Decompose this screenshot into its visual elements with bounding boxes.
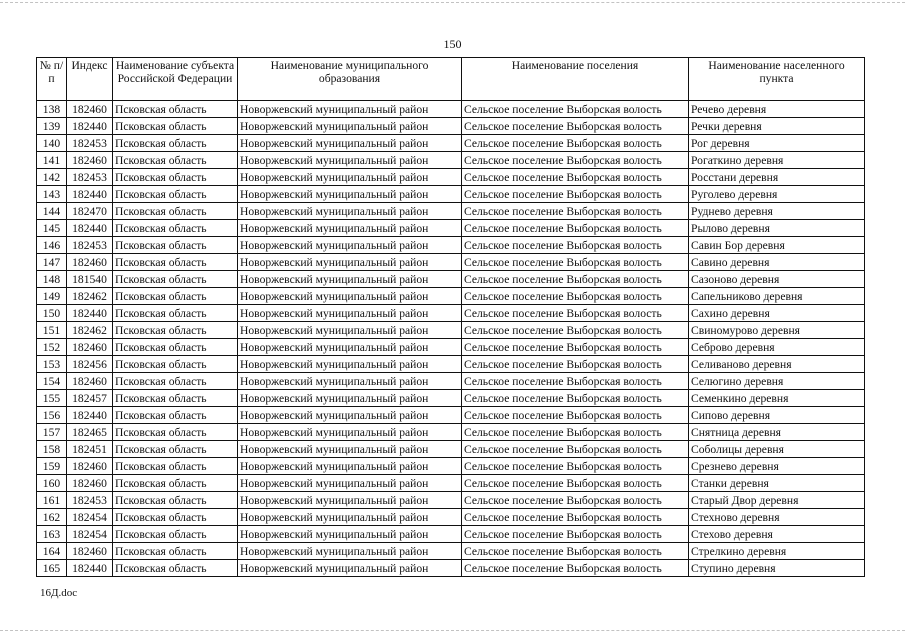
settlement-cell: Сельское поселение Выборская волость — [462, 441, 689, 458]
row-number-cell: 163 — [37, 526, 67, 543]
federal-subject-cell: Псковская область — [113, 288, 238, 305]
federal-subject-cell: Псковская область — [113, 424, 238, 441]
settlement-cell: Сельское поселение Выборская волость — [462, 390, 689, 407]
row-number-cell: 150 — [37, 305, 67, 322]
footer-filename: 16Д.doc — [40, 587, 78, 599]
table-row — [37, 152, 865, 169]
table-row — [37, 373, 865, 390]
municipality-cell: Новоржевский муниципальный район — [238, 135, 462, 152]
table-row — [37, 101, 865, 118]
table-row — [37, 118, 865, 135]
federal-subject-cell: Псковская область — [113, 169, 238, 186]
settlement-cell: Сельское поселение Выборская волость — [462, 271, 689, 288]
municipality-cell: Новоржевский муниципальный район — [238, 254, 462, 271]
scan-edge-top — [0, 2, 905, 6]
table-row — [37, 560, 865, 577]
header-postal-index: Индекс — [67, 58, 113, 101]
table-row — [37, 407, 865, 424]
federal-subject-cell: Псковская область — [113, 186, 238, 203]
row-number-cell: 154 — [37, 373, 67, 390]
header-federal-subject: Наименование субъекта Российской Федерации — [113, 58, 238, 101]
federal-subject-cell: Псковская область — [113, 441, 238, 458]
header-locality: Наименование населенного пункта — [689, 58, 865, 101]
postal-index-cell: 182460 — [67, 339, 113, 356]
federal-subject-cell: Псковская область — [113, 220, 238, 237]
postal-index-cell: 182460 — [67, 254, 113, 271]
settlement-cell: Сельское поселение Выборская волость — [462, 322, 689, 339]
municipality-cell: Новоржевский муниципальный район — [238, 509, 462, 526]
settlement-cell: Сельское поселение Выборская волость — [462, 254, 689, 271]
postal-index-cell: 182453 — [67, 492, 113, 509]
row-number-cell: 157 — [37, 424, 67, 441]
municipality-cell: Новоржевский муниципальный район — [238, 220, 462, 237]
header-settlement: Наименование поселения — [462, 58, 689, 101]
postal-index-cell: 182440 — [67, 560, 113, 577]
postal-index-cell: 182454 — [67, 509, 113, 526]
locality-cell: Руднево деревня — [689, 203, 865, 220]
federal-subject-cell: Псковская область — [113, 390, 238, 407]
settlement-cell: Сельское поселение Выборская волость — [462, 407, 689, 424]
table-row — [37, 305, 865, 322]
municipality-cell: Новоржевский муниципальный район — [238, 203, 462, 220]
municipality-cell: Новоржевский муниципальный район — [238, 271, 462, 288]
municipality-cell: Новоржевский муниципальный район — [238, 560, 462, 577]
table-row — [37, 509, 865, 526]
table-row — [37, 135, 865, 152]
federal-subject-cell: Псковская область — [113, 475, 238, 492]
federal-subject-cell: Псковская область — [113, 560, 238, 577]
federal-subject-cell: Псковская область — [113, 458, 238, 475]
postal-index-cell: 182465 — [67, 424, 113, 441]
locality-cell: Соболицы деревня — [689, 441, 865, 458]
federal-subject-cell: Псковская область — [113, 101, 238, 118]
municipality-cell: Новоржевский муниципальный район — [238, 441, 462, 458]
row-number-cell: 148 — [37, 271, 67, 288]
row-number-cell: 153 — [37, 356, 67, 373]
locality-cell: Речки деревня — [689, 118, 865, 135]
postal-index-cell: 182451 — [67, 441, 113, 458]
postal-index-cell: 182453 — [67, 237, 113, 254]
locality-cell: Росстани деревня — [689, 169, 865, 186]
settlement-cell: Сельское поселение Выборская волость — [462, 543, 689, 560]
row-number-cell: 156 — [37, 407, 67, 424]
postal-index-cell: 182460 — [67, 543, 113, 560]
row-number-cell: 160 — [37, 475, 67, 492]
postal-index-cell: 182460 — [67, 101, 113, 118]
postal-index-cell: 182470 — [67, 203, 113, 220]
row-number-cell: 142 — [37, 169, 67, 186]
row-number-cell: 139 — [37, 118, 67, 135]
row-number-cell: 146 — [37, 237, 67, 254]
settlement-cell: Сельское поселение Выборская волость — [462, 152, 689, 169]
municipality-cell: Новоржевский муниципальный район — [238, 101, 462, 118]
federal-subject-cell: Псковская область — [113, 526, 238, 543]
row-number-cell: 155 — [37, 390, 67, 407]
municipality-cell: Новоржевский муниципальный район — [238, 543, 462, 560]
row-number-cell: 152 — [37, 339, 67, 356]
locality-cell: Сахино деревня — [689, 305, 865, 322]
table-row — [37, 458, 865, 475]
federal-subject-cell: Псковская область — [113, 407, 238, 424]
row-number-cell: 164 — [37, 543, 67, 560]
postal-index-cell: 182462 — [67, 322, 113, 339]
table-row — [37, 203, 865, 220]
municipality-cell: Новоржевский муниципальный район — [238, 152, 462, 169]
municipality-cell: Новоржевский муниципальный район — [238, 526, 462, 543]
settlement-cell: Сельское поселение Выборская волость — [462, 356, 689, 373]
postal-index-cell: 182457 — [67, 390, 113, 407]
postal-index-cell: 182460 — [67, 458, 113, 475]
postal-index-cell: 182440 — [67, 407, 113, 424]
locality-cell: Сипово деревня — [689, 407, 865, 424]
table-header — [37, 58, 865, 101]
postal-index-cell: 182453 — [67, 135, 113, 152]
municipality-cell: Новоржевский муниципальный район — [238, 339, 462, 356]
locality-cell: Семенкино деревня — [689, 390, 865, 407]
locality-cell: Рог деревня — [689, 135, 865, 152]
locality-cell: Речево деревня — [689, 101, 865, 118]
row-number-cell: 147 — [37, 254, 67, 271]
header-row — [37, 58, 865, 101]
locality-cell: Сапельниково деревня — [689, 288, 865, 305]
municipality-cell: Новоржевский муниципальный район — [238, 356, 462, 373]
municipality-cell: Новоржевский муниципальный район — [238, 237, 462, 254]
settlement-cell: Сельское поселение Выборская волость — [462, 288, 689, 305]
table-row — [37, 220, 865, 237]
municipality-cell: Новоржевский муниципальный район — [238, 373, 462, 390]
federal-subject-cell: Псковская область — [113, 339, 238, 356]
municipality-cell: Новоржевский муниципальный район — [238, 407, 462, 424]
settlement-cell: Сельское поселение Выборская волость — [462, 101, 689, 118]
federal-subject-cell: Псковская область — [113, 203, 238, 220]
locality-cell: Стрелкино деревня — [689, 543, 865, 560]
federal-subject-cell: Псковская область — [113, 237, 238, 254]
locality-cell: Савино деревня — [689, 254, 865, 271]
table-row — [37, 492, 865, 509]
locality-cell: Руголево деревня — [689, 186, 865, 203]
settlement-cell: Сельское поселение Выборская волость — [462, 169, 689, 186]
table-row — [37, 186, 865, 203]
municipality-cell: Новоржевский муниципальный район — [238, 118, 462, 135]
postal-index-cell: 182440 — [67, 305, 113, 322]
table-row — [37, 390, 865, 407]
municipality-cell: Новоржевский муниципальный район — [238, 458, 462, 475]
table-row — [37, 322, 865, 339]
table-row — [37, 288, 865, 305]
municipality-cell: Новоржевский муниципальный район — [238, 492, 462, 509]
settlement-cell: Сельское поселение Выборская волость — [462, 458, 689, 475]
settlement-cell: Сельское поселение Выборская волость — [462, 305, 689, 322]
locality-cell: Селюгино деревня — [689, 373, 865, 390]
row-number-cell: 161 — [37, 492, 67, 509]
row-number-cell: 141 — [37, 152, 67, 169]
table-row — [37, 441, 865, 458]
header-municipality: Наименование муниципального образования — [238, 58, 462, 101]
postal-index-cell: 182440 — [67, 186, 113, 203]
postal-index-cell: 182440 — [67, 118, 113, 135]
municipality-cell: Новоржевский муниципальный район — [238, 305, 462, 322]
locality-cell: Старый Двор деревня — [689, 492, 865, 509]
table-row — [37, 271, 865, 288]
settlement-cell: Сельское поселение Выборская волость — [462, 339, 689, 356]
federal-subject-cell: Псковская область — [113, 373, 238, 390]
federal-subject-cell: Псковская область — [113, 492, 238, 509]
municipality-cell: Новоржевский муниципальный район — [238, 169, 462, 186]
municipality-cell: Новоржевский муниципальный район — [238, 288, 462, 305]
settlement-cell: Сельское поселение Выборская волость — [462, 475, 689, 492]
postal-index-cell: 182454 — [67, 526, 113, 543]
federal-subject-cell: Псковская область — [113, 254, 238, 271]
locality-cell: Сазоново деревня — [689, 271, 865, 288]
postal-index-cell: 181540 — [67, 271, 113, 288]
postal-index-cell: 182440 — [67, 220, 113, 237]
row-number-cell: 158 — [37, 441, 67, 458]
settlement-cell: Сельское поселение Выборская волость — [462, 186, 689, 203]
postal-index-cell: 182462 — [67, 288, 113, 305]
federal-subject-cell: Псковская область — [113, 152, 238, 169]
row-number-cell: 138 — [37, 101, 67, 118]
table-row — [37, 356, 865, 373]
table-row — [37, 424, 865, 441]
federal-subject-cell: Псковская область — [113, 135, 238, 152]
row-number-cell: 145 — [37, 220, 67, 237]
row-number-cell: 151 — [37, 322, 67, 339]
settlement-cell: Сельское поселение Выборская волость — [462, 560, 689, 577]
federal-subject-cell: Псковская область — [113, 322, 238, 339]
settlements-table — [36, 57, 865, 577]
locality-cell: Рогаткино деревня — [689, 152, 865, 169]
federal-subject-cell: Псковская область — [113, 118, 238, 135]
table-row — [37, 543, 865, 560]
locality-cell: Снятница деревня — [689, 424, 865, 441]
locality-cell: Стехново деревня — [689, 509, 865, 526]
table-body — [37, 101, 865, 577]
federal-subject-cell: Псковская область — [113, 305, 238, 322]
table-row — [37, 475, 865, 492]
locality-cell: Срезнево деревня — [689, 458, 865, 475]
settlement-cell: Сельское поселение Выборская волость — [462, 492, 689, 509]
locality-cell: Ступино деревня — [689, 560, 865, 577]
locality-cell: Станки деревня — [689, 475, 865, 492]
federal-subject-cell: Псковская область — [113, 509, 238, 526]
settlement-cell: Сельское поселение Выборская волость — [462, 203, 689, 220]
locality-cell: Себрово деревня — [689, 339, 865, 356]
federal-subject-cell: Псковская область — [113, 356, 238, 373]
locality-cell: Савин Бор деревня — [689, 237, 865, 254]
postal-index-cell: 182460 — [67, 475, 113, 492]
row-number-cell: 165 — [37, 560, 67, 577]
postal-index-cell: 182453 — [67, 169, 113, 186]
settlement-cell: Сельское поселение Выборская волость — [462, 373, 689, 390]
settlement-cell: Сельское поселение Выборская волость — [462, 220, 689, 237]
row-number-cell: 162 — [37, 509, 67, 526]
row-number-cell: 140 — [37, 135, 67, 152]
row-number-cell: 149 — [37, 288, 67, 305]
federal-subject-cell: Псковская область — [113, 543, 238, 560]
table-row — [37, 169, 865, 186]
row-number-cell: 144 — [37, 203, 67, 220]
settlement-cell: Сельское поселение Выборская волость — [462, 135, 689, 152]
postal-index-cell: 182460 — [67, 152, 113, 169]
locality-cell: Свиномурово деревня — [689, 322, 865, 339]
table-row — [37, 526, 865, 543]
locality-cell: Селиваново деревня — [689, 356, 865, 373]
settlement-cell: Сельское поселение Выборская волость — [462, 237, 689, 254]
table-row — [37, 339, 865, 356]
settlement-cell: Сельское поселение Выборская волость — [462, 118, 689, 135]
settlement-cell: Сельское поселение Выборская волость — [462, 526, 689, 543]
municipality-cell: Новоржевский муниципальный район — [238, 322, 462, 339]
municipality-cell: Новоржевский муниципальный район — [238, 390, 462, 407]
settlement-cell: Сельское поселение Выборская волость — [462, 509, 689, 526]
scan-edge-bottom — [0, 630, 905, 634]
locality-cell: Стехово деревня — [689, 526, 865, 543]
federal-subject-cell: Псковская область — [113, 271, 238, 288]
table-row — [37, 254, 865, 271]
postal-index-cell: 182456 — [67, 356, 113, 373]
postal-index-cell: 182460 — [67, 373, 113, 390]
settlement-cell: Сельское поселение Выборская волость — [462, 424, 689, 441]
page-number: 150 — [443, 37, 462, 51]
header-row-number: № п/п — [37, 58, 67, 101]
row-number-cell: 159 — [37, 458, 67, 475]
locality-cell: Рылово деревня — [689, 220, 865, 237]
table-row — [37, 237, 865, 254]
row-number-cell: 143 — [37, 186, 67, 203]
municipality-cell: Новоржевский муниципальный район — [238, 424, 462, 441]
municipality-cell: Новоржевский муниципальный район — [238, 186, 462, 203]
municipality-cell: Новоржевский муниципальный район — [238, 475, 462, 492]
